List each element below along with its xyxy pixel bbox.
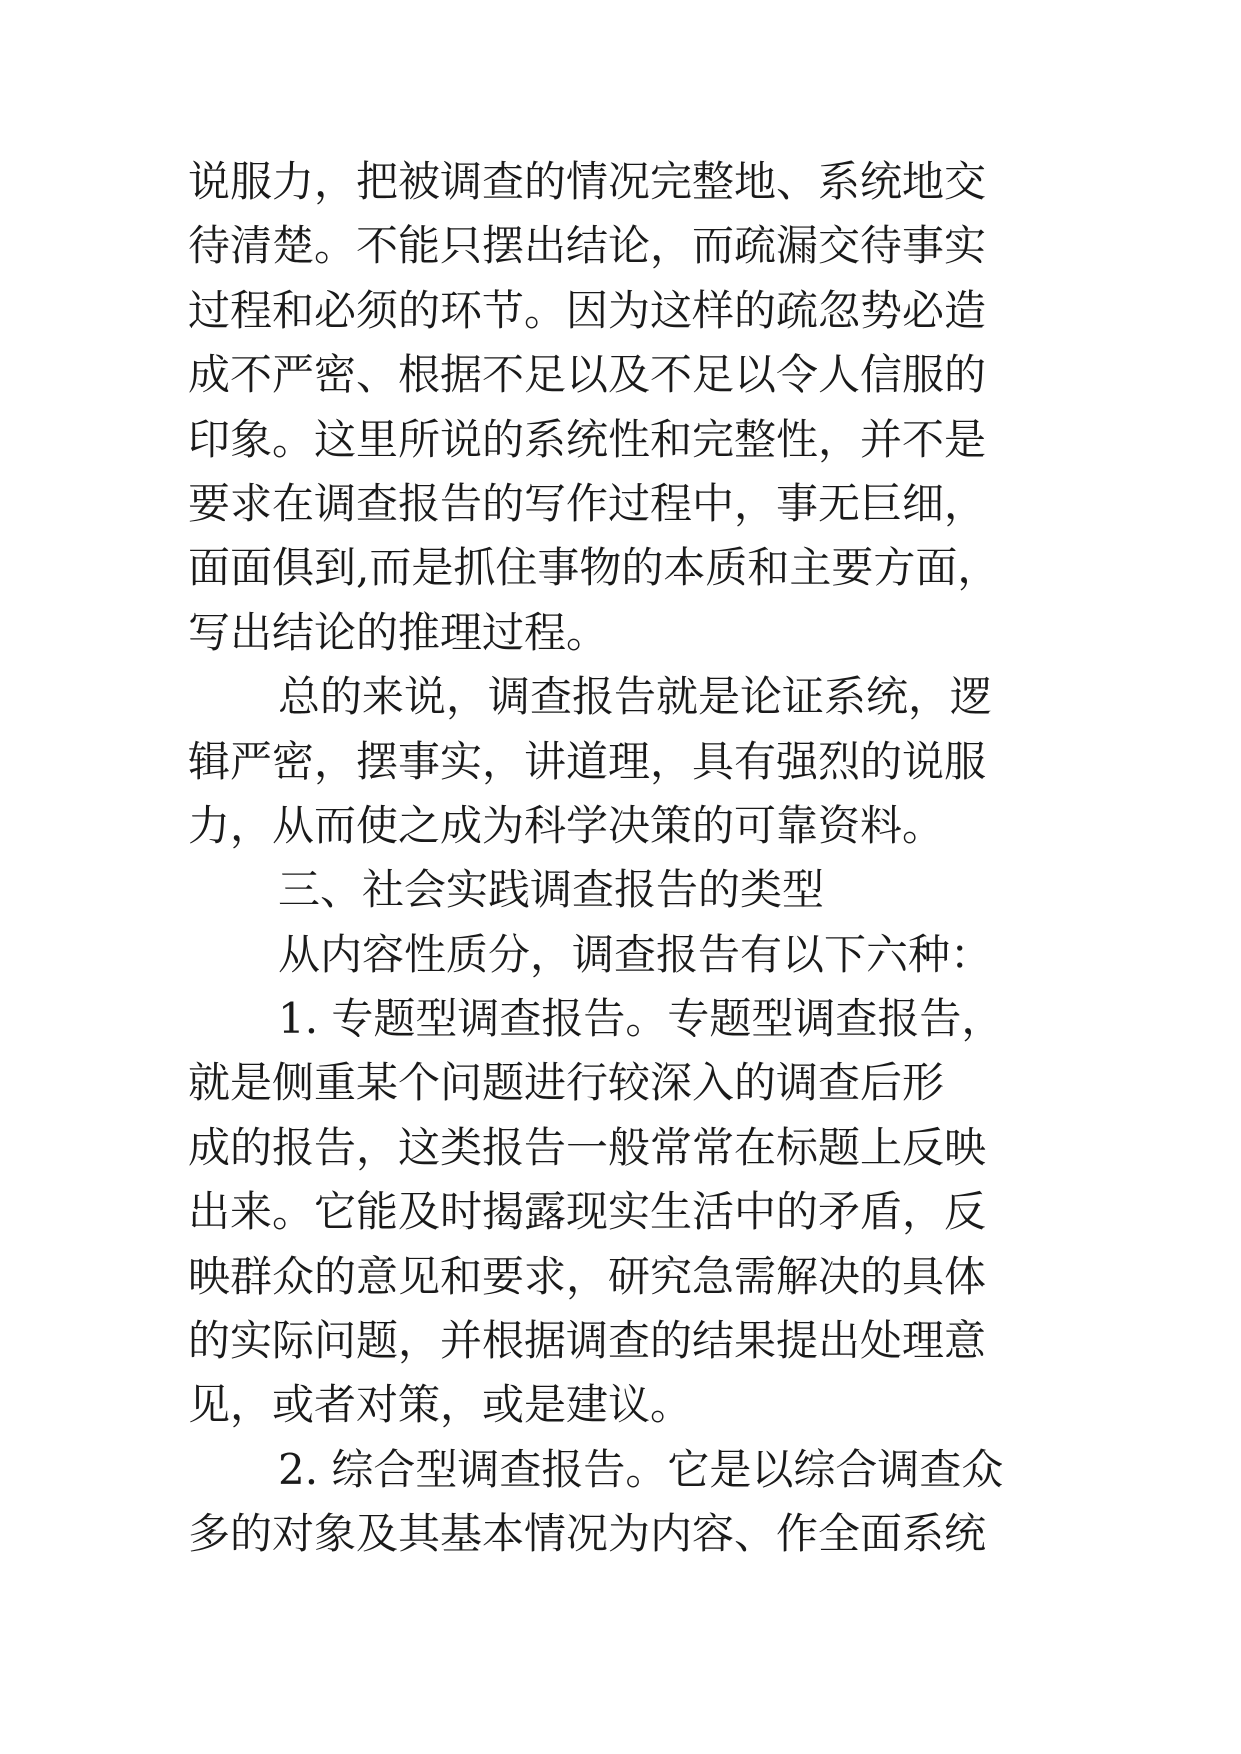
text-line: 就是侧重某个问题进行较深入的调查后形	[188, 1058, 945, 1108]
text-line: 映群众的意见和要求，研究急需解决的具体	[188, 1251, 987, 1301]
text-line: 过程和必须的环节。因为这样的疏忽势必造	[188, 285, 987, 335]
text-line: 从内容性质分，调查报告有以下六种：	[278, 929, 993, 979]
text-line: 见，或者对策，或是建议。	[188, 1380, 693, 1430]
text-line: 力，从而使之成为科学决策的可靠资料。	[188, 800, 945, 850]
list-item-heading: 2. 综合型调查报告。它是以综合调查众	[278, 1444, 1004, 1494]
section-heading: 三、社会实践调查报告的类型	[278, 865, 825, 915]
text-line: 的实际问题，并根据调查的结果提出处理意	[188, 1316, 987, 1366]
text-line: 待清楚。不能只摆出结论，而疏漏交待事实	[188, 221, 987, 271]
text-line: 说服力，把被调查的情况完整地、系统地交	[188, 157, 987, 206]
text-line: 写出结论的推理过程。	[188, 607, 609, 657]
text-line: 成不严密、根据不足以及不足以令人信服的	[188, 350, 987, 400]
text-line: 总的来说，调查报告就是论证系统，逻	[278, 672, 993, 722]
text-line: 面面俱到,而是抓住事物的本质和主要方面，	[188, 543, 1000, 593]
text-line: 要求在调查报告的写作过程中，事无巨细，	[188, 478, 987, 528]
text-line: 出来。它能及时揭露现实生活中的矛盾，反	[188, 1187, 987, 1237]
text-line: 辑严密，摆事实，讲道理，具有强烈的说服	[188, 736, 987, 786]
text-line: 印象。这里所说的系统性和完整性，并不是	[188, 414, 987, 464]
text-line: 多的对象及其基本情况为内容、作全面系统	[188, 1509, 987, 1559]
body-text	[188, 150, 1068, 1567]
list-item-heading: 1. 专题型调查报告。专题型调查报告，	[278, 994, 1004, 1044]
text-line: 成的报告，这类报告一般常常在标题上反映	[188, 1122, 987, 1172]
